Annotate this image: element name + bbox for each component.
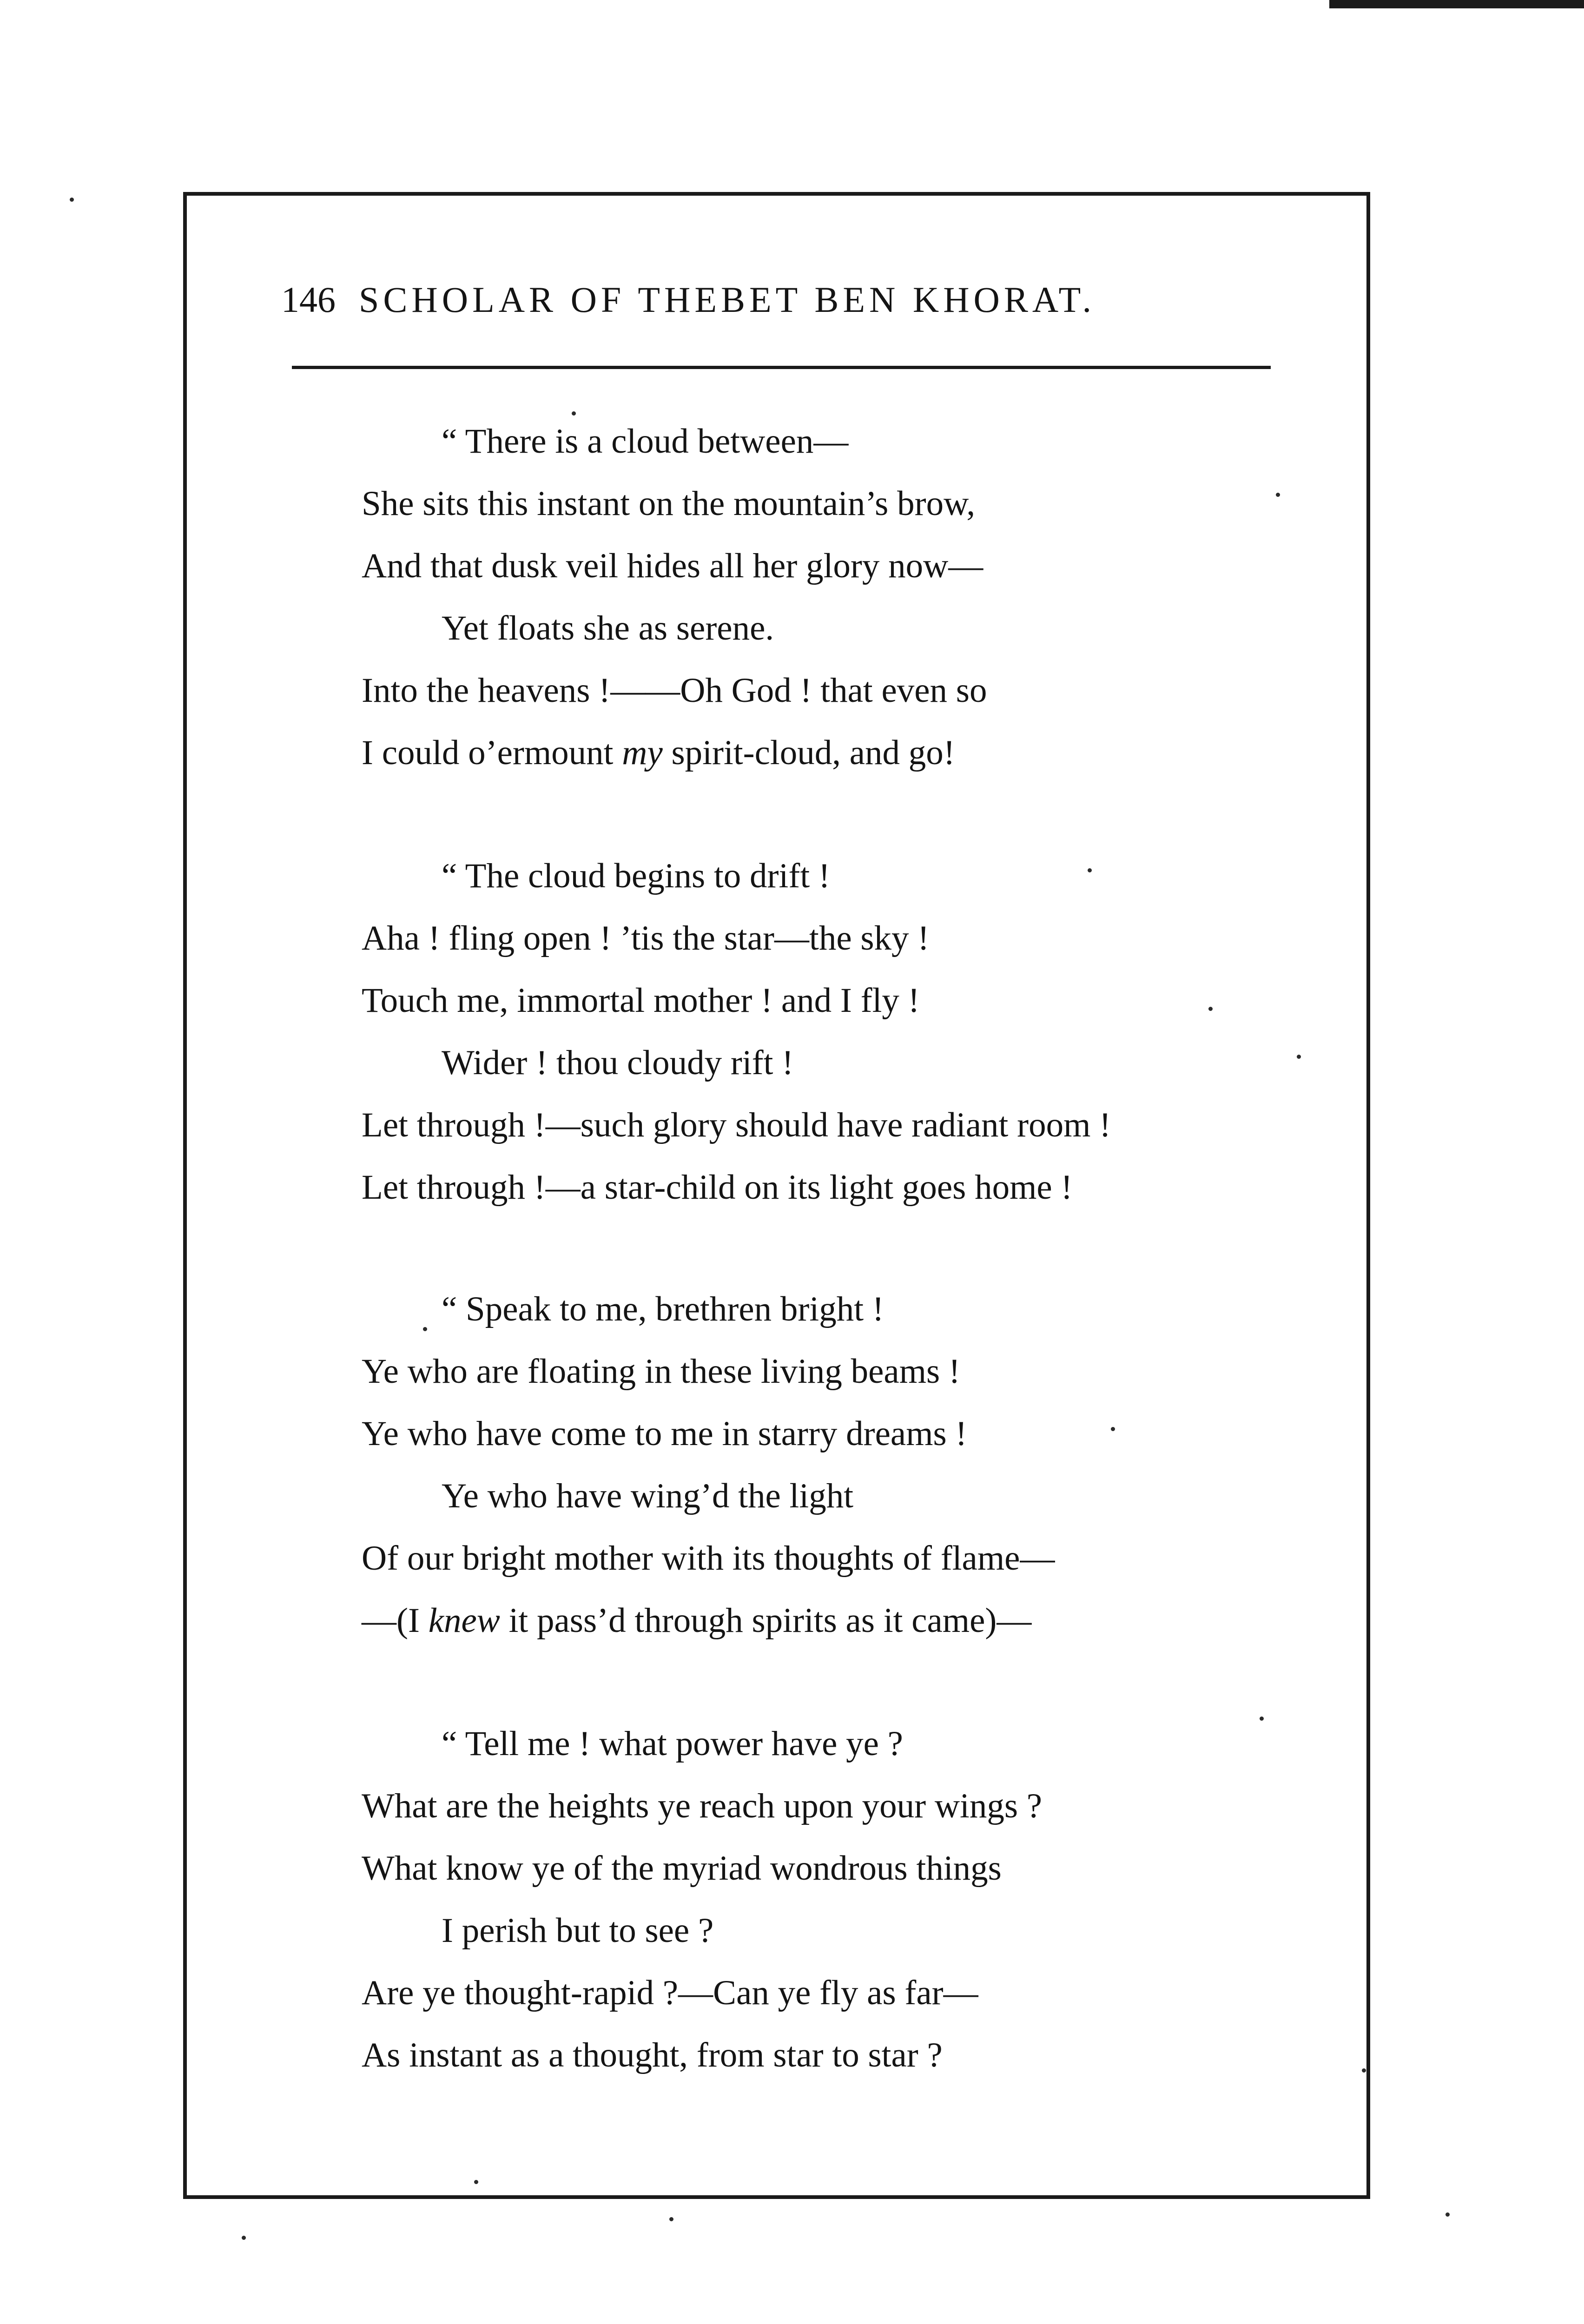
poem-line: Ye who are floating in these living beams !	[362, 1352, 960, 1391]
poem-line: Ye who have wing’d the light	[442, 1477, 854, 1515]
scan-speck	[572, 411, 576, 416]
poem-line: What are the heights ye reach upon your wings ?	[362, 1787, 1043, 1825]
poem-line: Touch me, immortal mother ! and I fly !	[362, 981, 920, 1020]
page-number: 146	[281, 279, 336, 320]
scan-speck	[1276, 493, 1280, 497]
scan-speck	[242, 2236, 246, 2240]
scan-speck	[1088, 868, 1092, 872]
scan-speck	[70, 198, 74, 202]
line-text: —(I	[362, 1601, 429, 1640]
scan-speck	[423, 1327, 427, 1331]
line-text: spirit-cloud, and go!	[662, 733, 955, 772]
poem-line: I perish but to see ?	[442, 1911, 714, 1950]
poem-line: Let through !—a star-child on its light goes home !	[362, 1168, 1073, 1207]
poem-line	[362, 727, 955, 779]
scan-speck	[1208, 1007, 1213, 1011]
scan-speck	[1362, 2068, 1366, 2073]
poem-line: Let through !—such glory should have radiant room !	[362, 1106, 1111, 1144]
scan-speck	[1297, 1055, 1301, 1059]
poem-line: And that dusk veil hides all her glory now—	[362, 547, 983, 585]
italic-word: my	[622, 733, 663, 772]
scan-edge-mark	[1329, 0, 1584, 8]
scan-speck	[669, 2217, 673, 2221]
poem-line: “ There is a cloud between—	[442, 422, 849, 461]
poem-line: “ Speak to me, brethren bright !	[442, 1290, 884, 1328]
poem-line: Yet floats she as serene.	[442, 609, 774, 647]
poem-line: Into the heavens !——Oh God ! that even so	[362, 671, 987, 710]
line-text: it pass’d through spirits as it came)—	[500, 1601, 1032, 1640]
scan-speck	[1260, 1717, 1264, 1721]
scan-speck	[1445, 2212, 1450, 2217]
line-text: I could o’ermount	[362, 733, 622, 772]
poem-line: She sits this instant on the mountain’s brow,	[362, 484, 976, 523]
scan-speck	[474, 2180, 478, 2184]
running-head	[281, 272, 1280, 328]
poem-line: “ Tell me ! what power have ye ?	[442, 1724, 903, 1763]
poem-line: Aha ! fling open ! ’tis the star—the sky !	[362, 919, 930, 957]
poem-line: Ye who have come to me in starry dreams !	[362, 1414, 967, 1453]
italic-word: knew	[428, 1601, 500, 1640]
poem-line: As instant as a thought, from star to star ?	[362, 2036, 943, 2074]
poem-line: What know ye of the myriad wondrous things	[362, 1849, 1002, 1888]
running-title: SCHOLAR OF THEBET BEN KHORAT.	[359, 279, 1096, 320]
poem-line: Are ye thought-rapid ?—Can ye fly as far—	[362, 1974, 978, 2012]
poem-line: Wider ! thou cloudy rift !	[442, 1043, 794, 1082]
poem-line: Of our bright mother with its thoughts of flame—	[362, 1539, 1055, 1578]
scan-speck	[1111, 1427, 1115, 1431]
poem-line: “ The cloud begins to drift !	[442, 857, 830, 895]
header-rule	[292, 366, 1271, 369]
poem-line	[362, 1595, 1031, 1646]
